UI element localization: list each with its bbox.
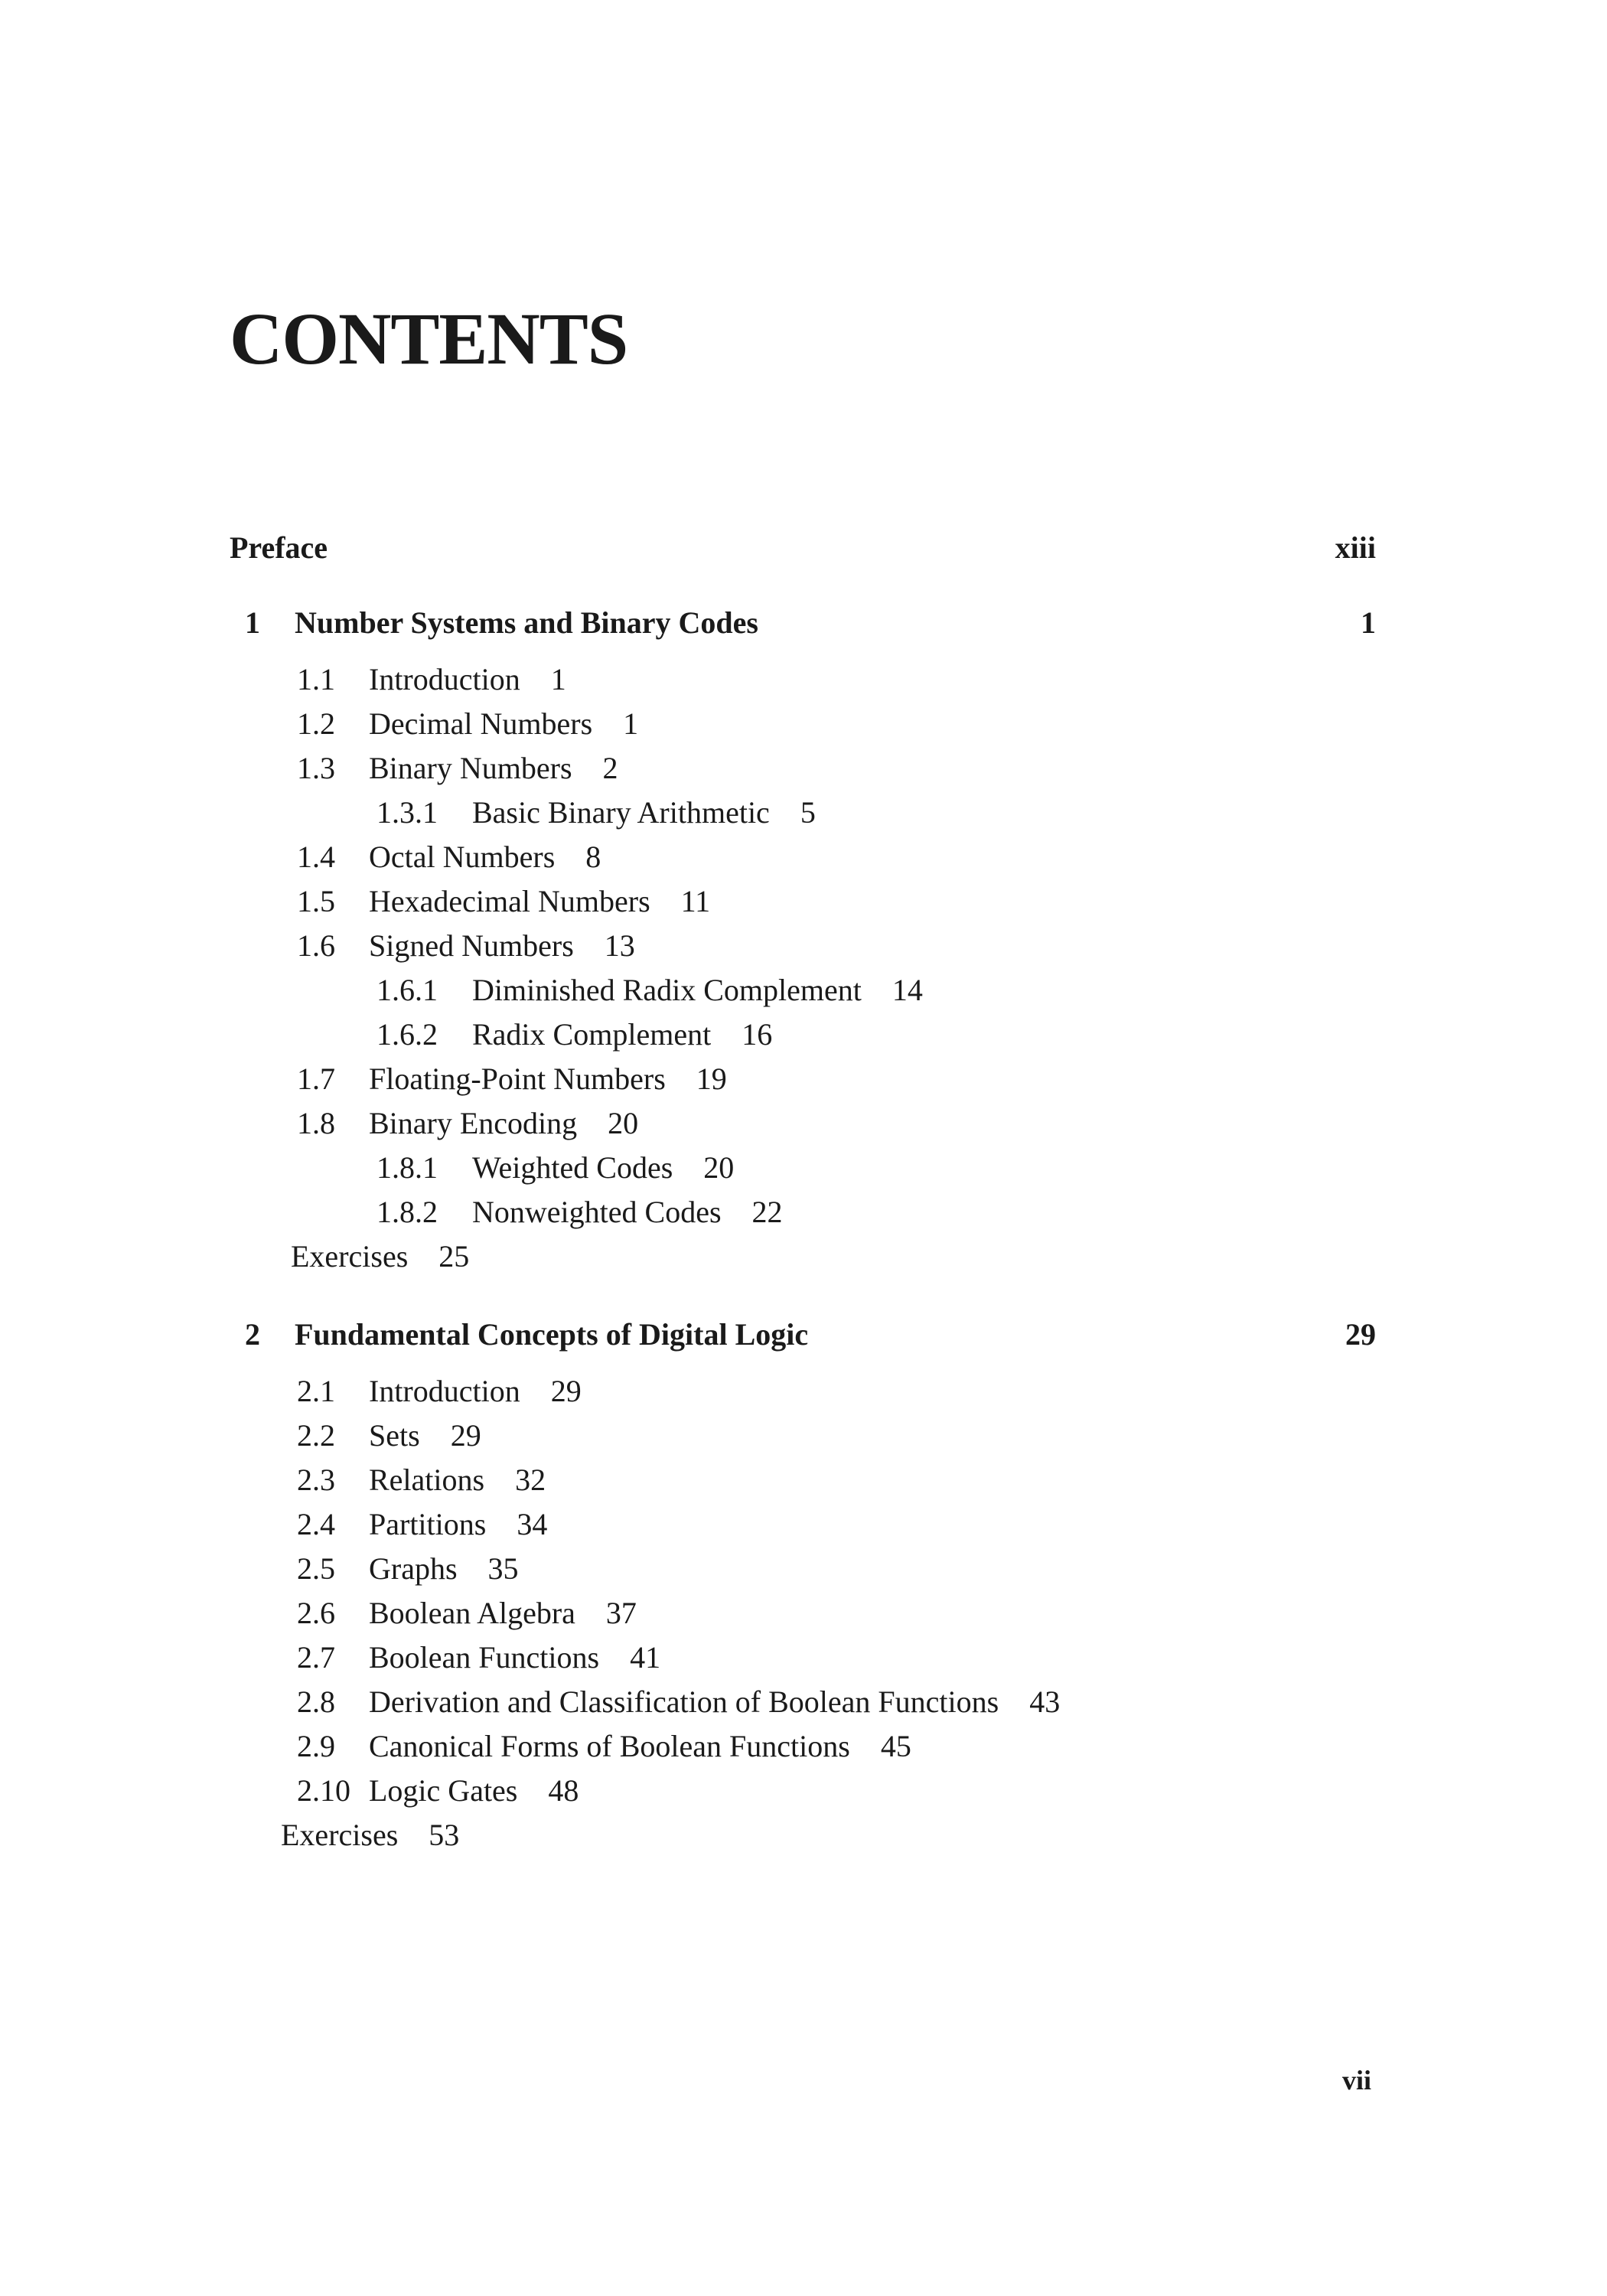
toc-section-page: 43 — [1029, 1684, 1061, 1719]
toc-subsection-page: 16 — [742, 1017, 773, 1052]
toc-section-entry — [369, 1773, 579, 1808]
toc-section-page: 1 — [623, 706, 639, 741]
toc-exercises-label: Exercises — [291, 1239, 409, 1274]
toc-section-page: 29 — [450, 1418, 481, 1453]
toc-section-entry — [369, 1420, 481, 1451]
toc-section-page: 8 — [585, 840, 601, 874]
toc-section-title: Sets — [369, 1418, 420, 1453]
toc-section-page: 1 — [550, 662, 566, 696]
toc-section-number: 1.5 — [297, 884, 335, 918]
toc-chapter-title: Number Systems and Binary Codes — [295, 605, 758, 640]
toc-section-title: Boolean Algebra — [369, 1596, 575, 1630]
toc-section-entry — [369, 1064, 727, 1094]
toc-section-number: 1.8 — [297, 1106, 335, 1140]
toc-section-title: Canonical Forms of Boolean Functions — [369, 1729, 850, 1763]
toc-chapter-title: Fundamental Concepts of Digital Logic — [295, 1317, 809, 1352]
toc-section-entry — [369, 664, 566, 695]
toc-section-entry — [369, 706, 639, 741]
toc-preface-page: xiii — [1335, 530, 1376, 565]
toc-section-title: Derivation and Classification of Boolean Functions — [369, 1684, 999, 1719]
toc-section-entry — [369, 1642, 660, 1673]
toc-section-entry — [369, 1551, 519, 1586]
toc-section-number: 2.2 — [297, 1418, 335, 1453]
toc-section-entry — [369, 1731, 911, 1762]
toc-section-page: 45 — [880, 1729, 911, 1763]
toc-exercises-entry — [291, 1241, 469, 1272]
toc-section-page: 19 — [696, 1062, 727, 1096]
toc-section-number: 2.3 — [297, 1463, 335, 1497]
toc-chapter-page: 29 — [1345, 1317, 1376, 1352]
page-number: vii — [1341, 2065, 1371, 2095]
toc-subsection-title: Basic Binary Arithmetic — [472, 795, 770, 830]
toc-subsection-title: Diminished Radix Complement — [472, 973, 862, 1007]
toc-exercises-page: 53 — [429, 1818, 460, 1852]
toc-section-page: 32 — [515, 1463, 546, 1497]
toc-section-entry — [369, 1684, 1061, 1719]
toc-subsection-page: 22 — [751, 1195, 783, 1229]
toc-preface-label: Preface — [230, 530, 328, 565]
toc-section-entry — [369, 1598, 637, 1629]
toc-section-title: Signed Numbers — [369, 928, 574, 963]
toc-section-title: Introduction — [369, 1374, 520, 1408]
toc-section-title: Octal Numbers — [369, 840, 556, 874]
toc-chapter-number: 1 — [245, 605, 260, 640]
toc-section-page: 11 — [680, 884, 711, 918]
toc-section-entry — [369, 928, 635, 963]
toc-subsection-number: 1.6.2 — [376, 1017, 438, 1052]
toc-section-number: 2.1 — [297, 1374, 335, 1408]
toc-section-entry — [369, 1465, 546, 1495]
toc-section-number: 1.4 — [297, 840, 335, 874]
toc-section-page: 48 — [548, 1773, 579, 1808]
toc-subsection-entry — [472, 975, 923, 1006]
toc-subsection-page: 14 — [892, 973, 923, 1007]
toc-section-title: Graphs — [369, 1551, 458, 1586]
toc-subsection-entry — [472, 797, 816, 828]
toc-subsection-page: 20 — [703, 1150, 735, 1185]
toc-section-number: 2.9 — [297, 1729, 335, 1763]
toc-section-entry — [369, 842, 601, 872]
toc-subsection-title: Weighted Codes — [472, 1150, 673, 1185]
toc-section-title: Boolean Functions — [369, 1640, 600, 1675]
toc-chapter-page: 1 — [1361, 605, 1376, 640]
toc-section-number: 2.7 — [297, 1640, 335, 1675]
toc-section-title: Floating-Point Numbers — [369, 1062, 666, 1096]
page-title: CONTENTS — [230, 298, 628, 380]
toc-section-number: 1.2 — [297, 706, 335, 741]
toc-section-number: 2.10 — [297, 1773, 350, 1808]
toc-subsection-number: 1.3.1 — [376, 795, 438, 830]
toc-exercises-label: Exercises — [281, 1818, 399, 1852]
toc-subsection-title: Radix Complement — [472, 1017, 712, 1052]
toc-section-page: 13 — [604, 928, 635, 963]
toc-section-title: Binary Numbers — [369, 751, 572, 785]
toc-chapter-number: 2 — [245, 1317, 260, 1352]
toc-section-title: Logic Gates — [369, 1773, 518, 1808]
toc-section-number: 2.5 — [297, 1551, 335, 1586]
toc-subsection-entry — [472, 1150, 735, 1185]
toc-section-entry — [369, 886, 710, 917]
toc-section-number: 2.6 — [297, 1596, 335, 1630]
toc-section-page: 37 — [605, 1596, 637, 1630]
toc-section-entry — [369, 1108, 638, 1139]
toc-subsection-entry — [472, 1019, 772, 1050]
toc-section-page: 35 — [487, 1551, 519, 1586]
toc-section-page: 34 — [517, 1507, 548, 1541]
toc-section-page: 41 — [630, 1640, 661, 1675]
toc-section-number: 1.6 — [297, 928, 335, 963]
toc-section-title: Partitions — [369, 1507, 487, 1541]
toc-exercises-entry — [281, 1820, 459, 1851]
toc-section-title: Hexadecimal Numbers — [369, 884, 650, 918]
toc-exercises-page: 25 — [438, 1239, 470, 1274]
toc-section-number: 2.4 — [297, 1507, 335, 1541]
toc-subsection-number: 1.8.2 — [376, 1195, 438, 1229]
toc-section-number: 1.7 — [297, 1062, 335, 1096]
toc-section-page: 20 — [608, 1106, 639, 1140]
toc-section-number: 1.1 — [297, 662, 335, 696]
toc-section-title: Introduction — [369, 662, 520, 696]
toc-section-page: 2 — [602, 751, 618, 785]
toc-subsection-number: 1.8.1 — [376, 1150, 438, 1185]
toc-section-title: Relations — [369, 1463, 485, 1497]
toc-section-title: Decimal Numbers — [369, 706, 593, 741]
toc-subsection-title: Nonweighted Codes — [472, 1195, 722, 1229]
toc-section-entry — [369, 753, 618, 784]
toc-subsection-entry — [472, 1197, 783, 1228]
toc-section-page: 29 — [550, 1374, 582, 1408]
toc-section-number: 1.3 — [297, 751, 335, 785]
toc-subsection-page: 5 — [800, 795, 816, 830]
toc-section-entry — [369, 1376, 582, 1407]
toc-subsection-number: 1.6.1 — [376, 973, 438, 1007]
toc-section-title: Binary Encoding — [369, 1106, 578, 1140]
toc-section-number: 2.8 — [297, 1684, 335, 1719]
toc-section-entry — [369, 1509, 547, 1540]
